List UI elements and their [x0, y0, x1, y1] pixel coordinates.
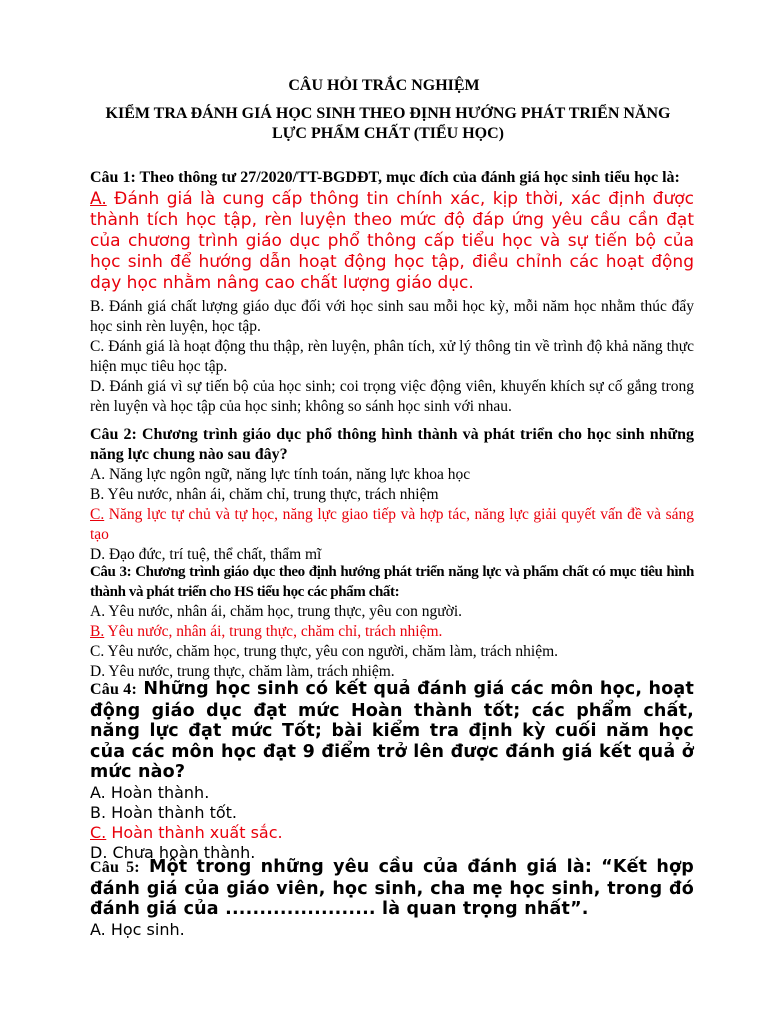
- answer-text: Đánh giá là cung cấp thông tin chính xác, kịp thời, xác định được thành tích học tập, rèn luyện theo mức độ đáp ứng yêu cầu cần đạt của chương trình giáo dục phổ thông cấp tiểu học và sự tiến bộ của học sinh để hướng dẫn hoạt động học tập, điều chỉnh các hoạt động dạy học nhằm nâng cao chất lượng giáo dục.: [90, 189, 694, 293]
- question-3-answer-b: [90, 622, 694, 642]
- question-4-text: [90, 679, 694, 783]
- question-5: [90, 857, 694, 940]
- answer-letter: B.: [90, 623, 105, 640]
- question-2-label: Câu 2:: [90, 426, 137, 443]
- question-1-stem: Theo thông tư 27/2020/TT-BGDĐT, mục đích của đánh giá học sinh tiểu học là:: [135, 169, 680, 186]
- document-title: CÂU HỎI TRẮC NGHIỆM: [288, 77, 480, 94]
- question-3-label: Câu 3:: [90, 564, 132, 580]
- question-2: [90, 425, 694, 565]
- question-4-label: Câu 4:: [90, 681, 138, 698]
- question-2-stem: Chương trình giáo dục phổ thông hình thành và phát triển cho học sinh những năng lực chung nào sau đây?: [90, 426, 695, 463]
- question-1: [90, 168, 694, 417]
- question-4: [90, 679, 694, 863]
- question-4-option-b: B. Hoàn thành tốt.: [90, 802, 238, 822]
- question-1-option-c: C. Đánh giá là hoạt động thu thập, rèn luyện, phân tích, xử lý thông tin về trình độ khả năng thực hiện mục tiêu học tập.: [90, 338, 694, 375]
- question-1-label: Câu 1:: [90, 169, 136, 186]
- question-5-stem: Một trong những yêu cầu của đánh giá là: “Kết hợp đánh giá của giáo viên, học sinh, cha mẹ học sinh, trong đó đánh giá của ...................... là quan trọng nhất”.: [90, 857, 694, 919]
- question-3: [90, 562, 694, 682]
- question-3-text: [90, 562, 694, 602]
- answer-letter: A.: [90, 189, 107, 209]
- answer-letter: C.: [90, 506, 105, 523]
- document-subtitle: KIỂM TRA ĐÁNH GIÁ HỌC SINH THEO ĐỊNH HƯỚNG PHÁT TRIỂN NĂNG LỰC PHẨM CHẤT (TIỂU HỌC): [105, 105, 671, 142]
- question-1-option-d: D. Đánh giá vì sự tiến bộ của học sinh; coi trọng việc động viên, khuyến khích sự cố gắng trong rèn luyện và học tập của học sinh; không so sánh học sinh với nhau.: [90, 378, 694, 415]
- question-3-stem: Chương trình giáo dục theo định hướng phát triển năng lực và phẩm chất có mục tiêu hình thành và phát triển cho HS tiểu học các phẩm chất:: [90, 564, 694, 600]
- question-5-option-a: A. Học sinh.: [90, 919, 185, 939]
- question-1-option-b: B. Đánh giá chất lượng giáo dục đối với học sinh sau mỗi học kỳ, mỗi năm học nhằm thúc đẩy học sinh rèn luyện, học tập.: [90, 298, 694, 335]
- question-2-option-a: A. Năng lực ngôn ngữ, năng lực tính toán, năng lực khoa học: [90, 466, 471, 483]
- answer-text: Hoàn thành xuất sắc.: [106, 822, 283, 842]
- question-3-option-a: A. Yêu nước, nhân ái, chăm học, trung thực, yêu con người.: [90, 603, 463, 620]
- question-4-option-a: A. Hoàn thành.: [90, 782, 210, 802]
- answer-text: Yêu nước, nhân ái, trung thực, chăm chỉ, trách nhiệm.: [104, 623, 443, 640]
- question-2-text: [90, 425, 694, 465]
- question-4-answer-c: [90, 823, 694, 843]
- question-5-label: Câu 5:: [90, 859, 140, 876]
- question-1-answer-a: [90, 189, 694, 294]
- question-2-answer-c: [90, 505, 694, 545]
- answer-text: Năng lực tự chủ và tự học, năng lực giao tiếp và hợp tác, năng lực giải quyết vấn đề và sáng tạo: [90, 506, 694, 543]
- question-4-option-d: D. Chưa hoàn thành.: [90, 842, 256, 862]
- question-2-option-b: B. Yêu nước, nhân ái, chăm chỉ, trung thực, trách nhiệm: [90, 486, 439, 503]
- question-4-stem: Những học sinh có kết quả đánh giá các môn học, hoạt động giáo dục đạt mức Hoàn thành tốt; các phẩm chất, năng lực đạt mức Tốt; bài kiểm tra định kỳ cuối năm học của các môn học đạt 9 điểm trở lên được đánh giá kết quả ở mức nào?: [90, 679, 695, 782]
- question-5-text: [90, 857, 694, 920]
- question-3-option-c: C. Yêu nước, chăm học, trung thực, yêu con người, chăm làm, trách nhiệm.: [90, 643, 559, 660]
- answer-letter: C.: [90, 822, 107, 842]
- question-1-text: [90, 168, 694, 188]
- question-2-option-d: D. Đạo đức, trí tuệ, thể chất, thẩm mĩ: [90, 546, 322, 563]
- question-3-option-d: D. Yêu nước, trung thực, chăm làm, trách nhiệm.: [90, 663, 395, 680]
